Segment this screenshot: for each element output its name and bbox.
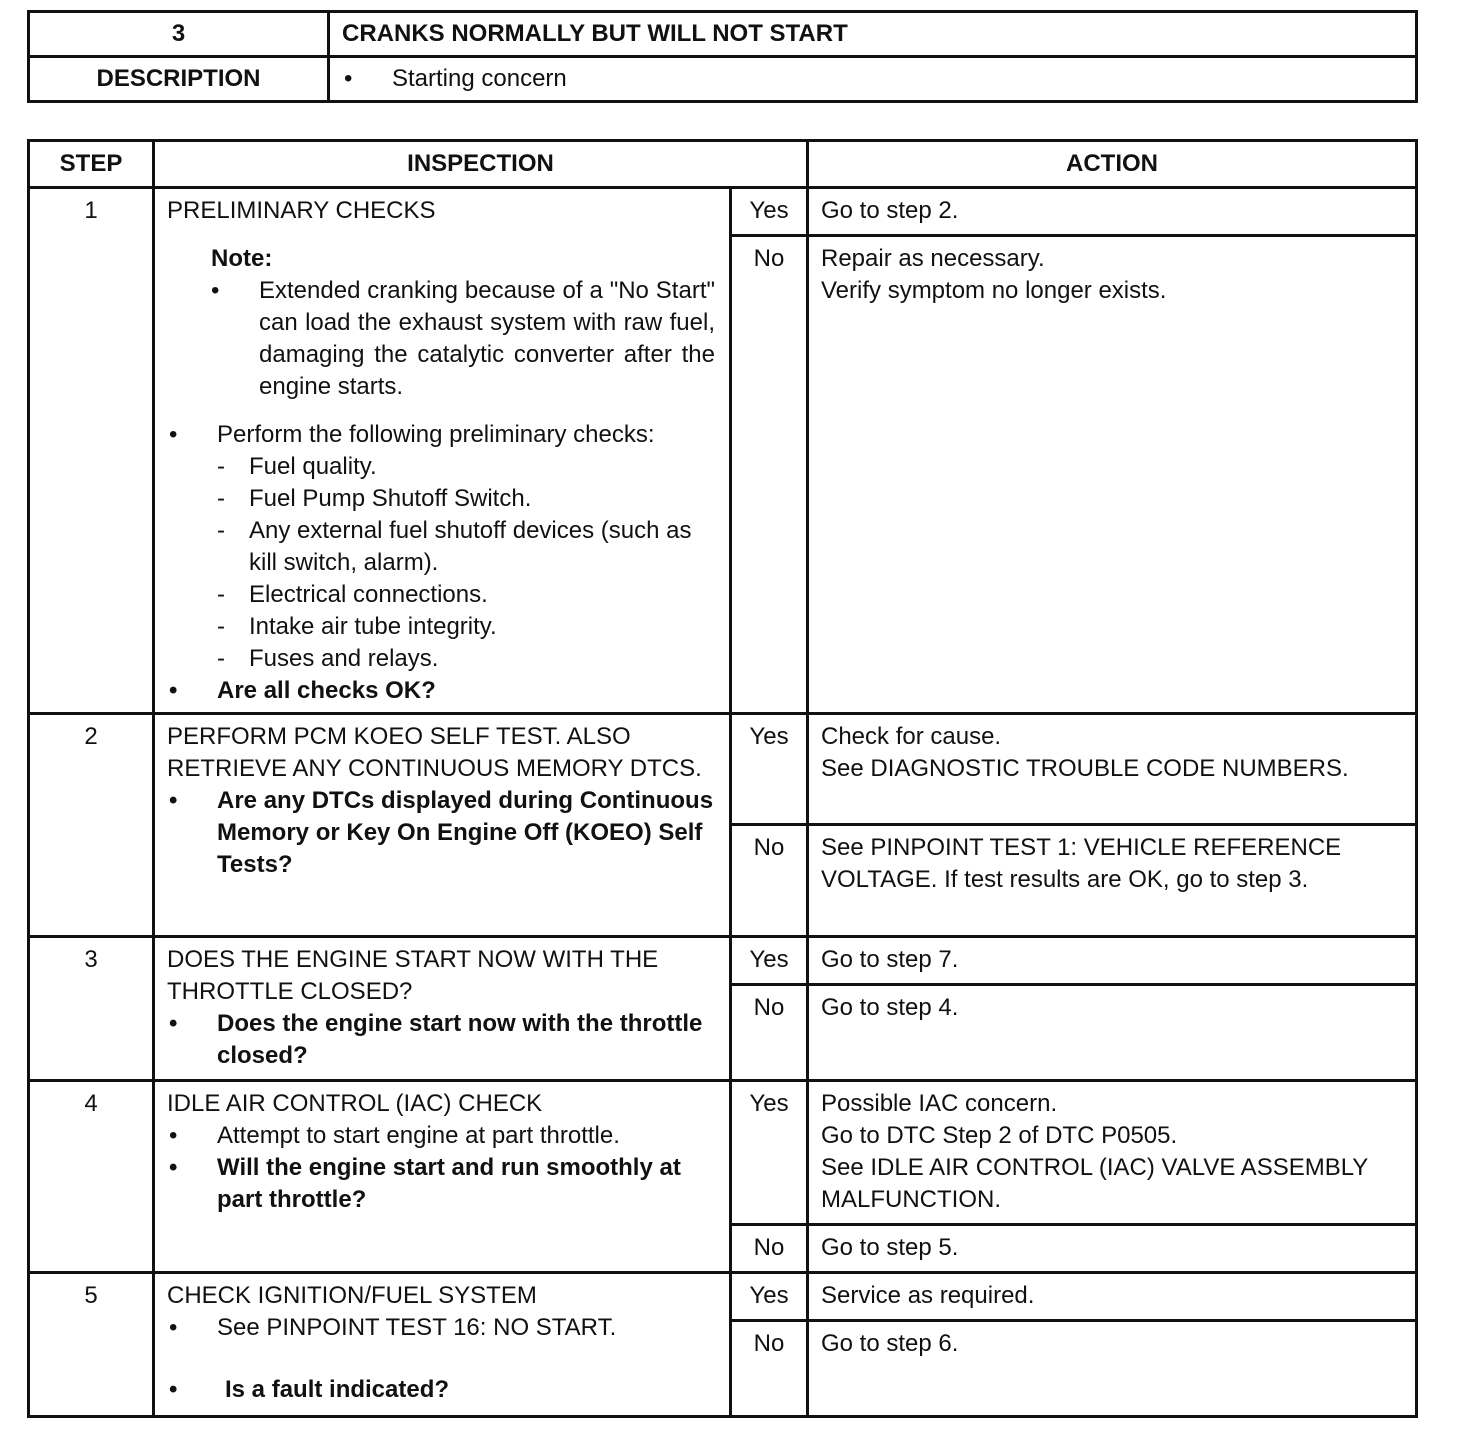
inspection-cell (154, 714, 731, 937)
no-label: No (731, 825, 808, 937)
step-title: CHECK IGNITION/FUEL SYSTEM (167, 1282, 537, 1309)
step-number: 5 (29, 1273, 154, 1417)
inspection-cell (154, 1273, 731, 1417)
table-row (29, 937, 1417, 985)
yes-action (808, 188, 1417, 236)
description-text: Starting concern (392, 65, 567, 92)
table-row (29, 1081, 1417, 1225)
table-row (29, 188, 1417, 236)
step-title: PRELIMINARY CHECKS (167, 197, 436, 224)
inspection-cell (154, 937, 731, 1081)
yes-action (808, 714, 1417, 825)
no-label: No (731, 1225, 808, 1273)
action-line: See DIAGNOSTIC TROUBLE CODE NUMBERS. (821, 755, 1349, 782)
table-header-row (29, 141, 1417, 188)
step-bullet: • Attempt to start engine at part throttle. (167, 1120, 717, 1152)
yes-label: Yes (731, 1273, 808, 1321)
yes-action (808, 937, 1417, 985)
no-action (808, 236, 1417, 714)
step-number: 1 (29, 188, 154, 714)
step-question: • Are all checks OK? (167, 675, 717, 707)
no-action (808, 985, 1417, 1081)
table-row (29, 1273, 1417, 1321)
check-item: - Intake air tube integrity. (167, 611, 717, 643)
no-action (808, 1225, 1417, 1273)
table-row (29, 714, 1417, 825)
step-number: 2 (29, 714, 154, 937)
note-label: Note: (211, 245, 273, 272)
check-item: - Any external fuel shutoff devices (such as kill switch, alarm). (167, 515, 717, 579)
description-cell (329, 57, 1417, 102)
symptom-header-table (27, 10, 1418, 103)
step-question: • Are any DTCs displayed during Continuous Memory or Key On Engine Off (KOEO) Self Tests? (167, 785, 717, 881)
description-label: DESCRIPTION (29, 57, 329, 102)
action-line: See PINPOINT TEST 1: VEHICLE REFERENCE VOLTAGE. If test results are OK, go to step 3. (821, 834, 1342, 893)
action-line: Repair as necessary. (821, 245, 1045, 272)
no-label: No (731, 1321, 808, 1417)
yes-label: Yes (731, 188, 808, 236)
checks-intro: • Perform the following preliminary checks: (167, 419, 717, 451)
action-line: Go to DTC Step 2 of DTC P0505. (821, 1122, 1178, 1149)
action-line: Go to step 5. (821, 1234, 959, 1261)
symptom-number: 3 (29, 12, 329, 57)
yes-label: Yes (731, 937, 808, 985)
symptom-title: CRANKS NORMALLY BUT WILL NOT START (329, 12, 1417, 57)
step-question: • Does the engine start now with the throttle closed? (167, 1008, 717, 1072)
step-bullet: • See PINPOINT TEST 16: NO START. (167, 1312, 717, 1344)
action-line: Verify symptom no longer exists. (821, 277, 1167, 304)
step-number: 4 (29, 1081, 154, 1273)
action-line: Service as required. (821, 1282, 1035, 1309)
check-item: - Fuel quality. (167, 451, 717, 483)
no-label: No (731, 985, 808, 1081)
inspection-cell (154, 1081, 731, 1273)
step-title: IDLE AIR CONTROL (IAC) CHECK (167, 1090, 543, 1117)
action-line: Go to step 7. (821, 946, 959, 973)
step-column-header: STEP (29, 141, 154, 188)
check-item: - Electrical connections. (167, 579, 717, 611)
step-question: • Will the engine start and run smoothly at part throttle? (167, 1152, 717, 1216)
action-line: Go to step 2. (821, 197, 959, 224)
step-title: PERFORM PCM KOEO SELF TEST. ALSO RETRIEVE ANY CONTINUOUS MEMORY DTCS. (167, 723, 702, 782)
inspection-column-header: INSPECTION (154, 141, 808, 188)
step-number: 3 (29, 937, 154, 1081)
action-line: Go to step 6. (821, 1330, 959, 1357)
action-line: Go to step 4. (821, 994, 959, 1021)
yes-action (808, 1273, 1417, 1321)
check-item: - Fuses and relays. (167, 643, 717, 675)
step-title: DOES THE ENGINE START NOW WITH THE THROTTLE CLOSED? (167, 946, 659, 1005)
no-action (808, 1321, 1417, 1417)
diagnostic-table (27, 139, 1418, 1418)
yes-action (808, 1081, 1417, 1225)
note-text: • Extended cranking because of a "No Start" can load the exhaust system with raw fuel, damaging the catalytic converter after the engine starts. (167, 275, 717, 403)
yes-label: Yes (731, 1081, 808, 1225)
no-label: No (731, 236, 808, 714)
yes-label: Yes (731, 714, 808, 825)
action-line: See IDLE AIR CONTROL (IAC) VALVE ASSEMBLY MALFUNCTION. (821, 1154, 1368, 1213)
step-question: • Is a fault indicated? (167, 1374, 717, 1406)
check-item: - Fuel Pump Shutoff Switch. (167, 483, 717, 515)
no-action (808, 825, 1417, 937)
action-line: Check for cause. (821, 723, 1002, 750)
inspection-cell (154, 188, 731, 714)
action-line: Possible IAC concern. (821, 1090, 1058, 1117)
action-column-header: ACTION (808, 141, 1417, 188)
